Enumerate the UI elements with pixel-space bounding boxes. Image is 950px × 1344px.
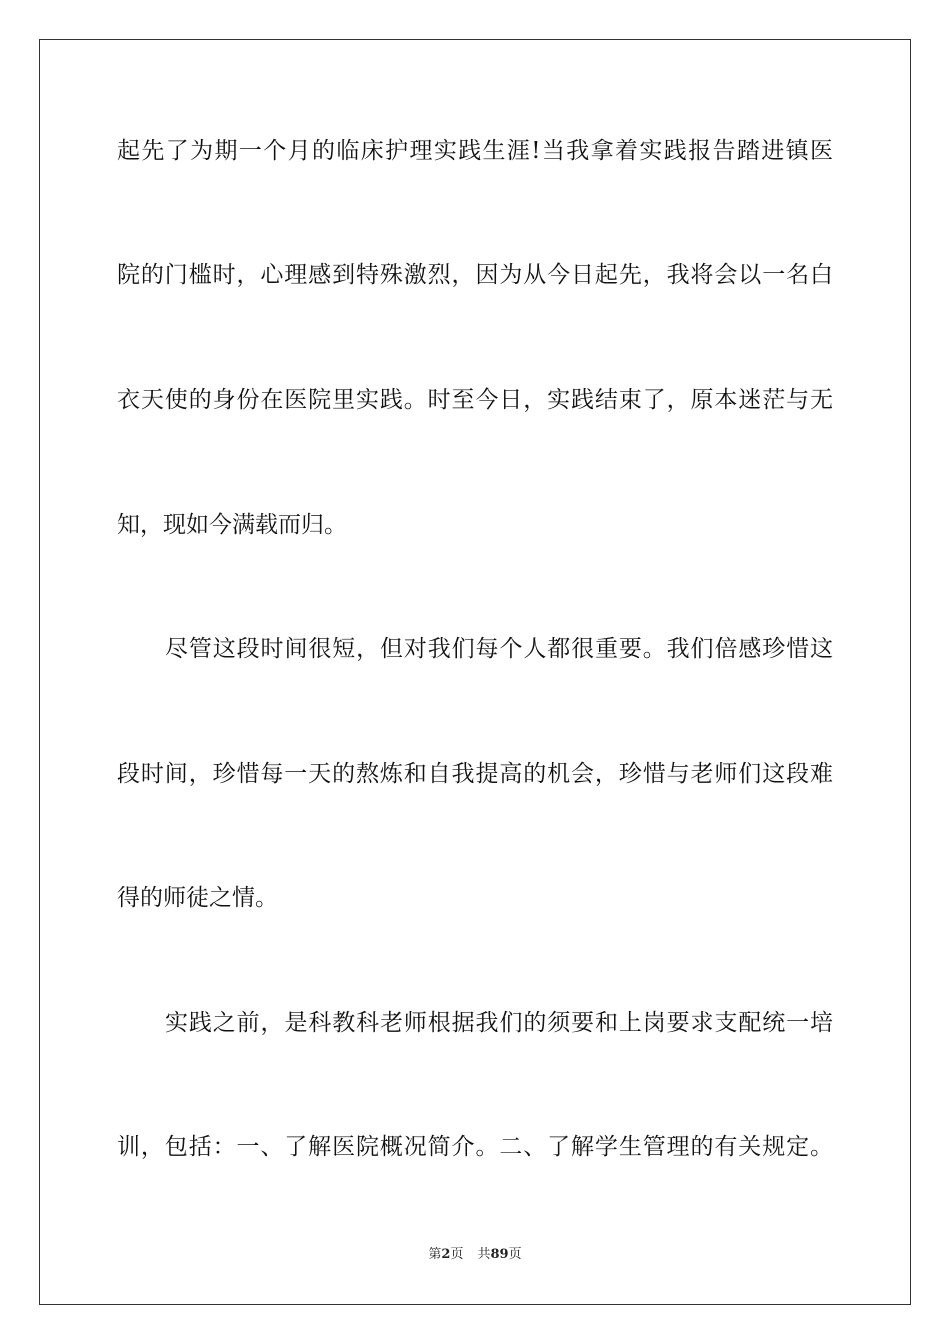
total-pages: 89 xyxy=(490,1247,509,1262)
total-prefix: 共 xyxy=(477,1247,491,1262)
text-line: 院的门槛时，心理感到特殊激烈，因为从今日起先，我将会以一名白 xyxy=(117,262,833,288)
text-line: 得的师徒之情。 xyxy=(117,885,278,911)
page-prefix: 第 xyxy=(428,1247,442,1262)
text-line: 训，包括：一、了解医院概况简介。二、了解学生管理的有关规定。 xyxy=(117,1134,833,1160)
text-line: 实践之前，是科教科老师根据我们的须要和上岗要求支配统一培 xyxy=(165,1010,833,1036)
total-suffix: 页 xyxy=(508,1247,522,1262)
text-line: 段时间，珍惜每一天的熬炼和自我提高的机会，珍惜与老师们这段难 xyxy=(117,761,833,787)
text-line: 尽管这段时间很短，但对我们每个人都很重要。我们倍感珍惜这 xyxy=(165,636,833,662)
text-line: 起先了为期一个月的临床护理实践生涯!当我拿着实践报告踏进镇医 xyxy=(117,138,833,164)
text-line: 知，现如今满载而归。 xyxy=(117,512,347,538)
page-border xyxy=(39,39,911,1305)
text-line: 衣天使的身份在医院里实践。时至今日，实践结束了，原本迷茫与无 xyxy=(117,387,833,413)
page-suffix: 页 xyxy=(450,1247,464,1262)
page-footer xyxy=(0,1247,950,1263)
page-number: 2 xyxy=(441,1247,451,1262)
